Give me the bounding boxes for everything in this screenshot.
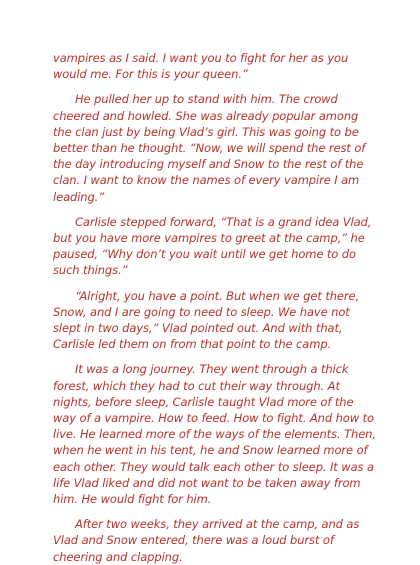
paragraph-4: “Alright, you have a point. But when we get there, Snow, and I are going to need to sleep. We have not slept in two days,” Vlad pointed out. And with that, Carlisle led them on from that point to the camp. (53, 288, 360, 352)
paragraph-3: Carlisle stepped forward, “That is a grand idea Vlad, but you have more vampires to greet at the camp,” he paused, “Why don’t you wait until we get home to do such things.” (53, 214, 372, 278)
paragraph-2: He pulled her up to stand with him. The crowd cheered and howled. She was already popular among the clan just by being Vlad’s girl. This was going to be better than he thought. “Now, we will spend the rest of the day introducing myself and Snow to the rest of the clan. I want to know the names of every vampire I am leading.” (53, 92, 366, 204)
paragraph-5: It was a long journey. They went through a thick forest, which they had to cut their way through. At nights, before sleep, Carlisle taught Vlad more of the way of a vampire. How to feed. How to fight. And how to live. He learned more of the ways of the elements. Then, when he went in his tent, he and Snow learned more of each other. They would talk each other to sleep. It was a life Vlad liked and did not want to be taken away from him. He would fight for him. (53, 362, 376, 507)
paragraph-6: After two weeks, they arrived at the camp, and as Vlad and Snow entered, there was a loud burst of cheering and clapping. (53, 517, 360, 564)
paragraph-1: vampires as I said. I want you to fight for her as you would me. For this is your queen.” (53, 51, 349, 82)
